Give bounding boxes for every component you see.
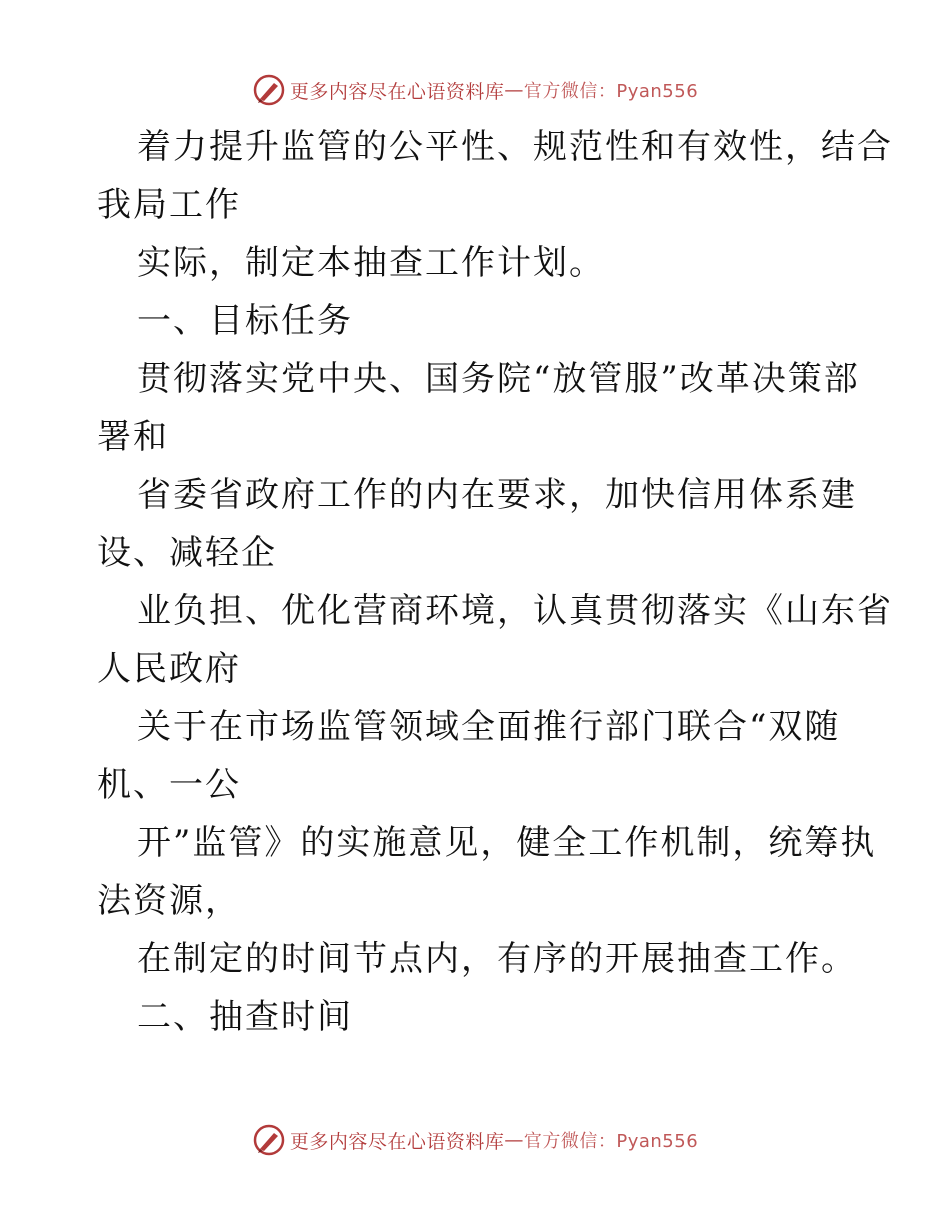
document-body [97, 118, 893, 1046]
footer-dash: — [504, 1129, 524, 1151]
header-wechat-text: 官方微信：Pyan556 [523, 81, 699, 102]
paragraph-line: 贯彻落实党中央、国务院“放管服”改革决策部 [137, 359, 860, 399]
paragraph-line: 省委省政府工作的内在要求，加快信用体系建 [137, 475, 857, 515]
paragraph-line: 机、一公 [97, 765, 241, 805]
header-brand-text: 更多内容尽在心语资料库 [289, 80, 505, 103]
paragraph-line: 设、减轻企 [97, 533, 277, 573]
section-heading: 二、抽查时间 [137, 997, 353, 1037]
footer-brand-text: 更多内容尽在心语资料库 [289, 1130, 505, 1153]
pen-logo-icon [252, 73, 286, 107]
footer-banner [0, 1120, 950, 1160]
paragraph-line: 关于在市场监管领域全面推行部门联合“双随 [137, 707, 841, 747]
section-heading: 一、目标任务 [137, 301, 353, 341]
paragraph-line: 在制定的时间节点内，有序的开展抽查工作。 [137, 939, 857, 979]
paragraph-line: 实际，制定本抽查工作计划。 [137, 243, 605, 283]
header-banner [0, 70, 950, 110]
pen-logo-icon [252, 1123, 286, 1157]
paragraph-line: 开”监管》的实施意见，健全工作机制，统筹执 [137, 823, 877, 863]
paragraph-line: 业负担、优化营商环境，认真贯彻落实《山东省 [137, 591, 893, 631]
paragraph-line: 人民政府 [97, 649, 241, 689]
paragraph-line: 我局工作 [97, 185, 241, 225]
paragraph-line: 署和 [97, 417, 169, 457]
paragraph-line: 着力提升监管的公平性、规范性和有效性，结合 [137, 127, 893, 167]
header-dash: — [504, 79, 524, 101]
paragraph-line: 法资源， [97, 881, 241, 921]
footer-wechat-text: 官方微信：Pyan556 [523, 1131, 699, 1152]
